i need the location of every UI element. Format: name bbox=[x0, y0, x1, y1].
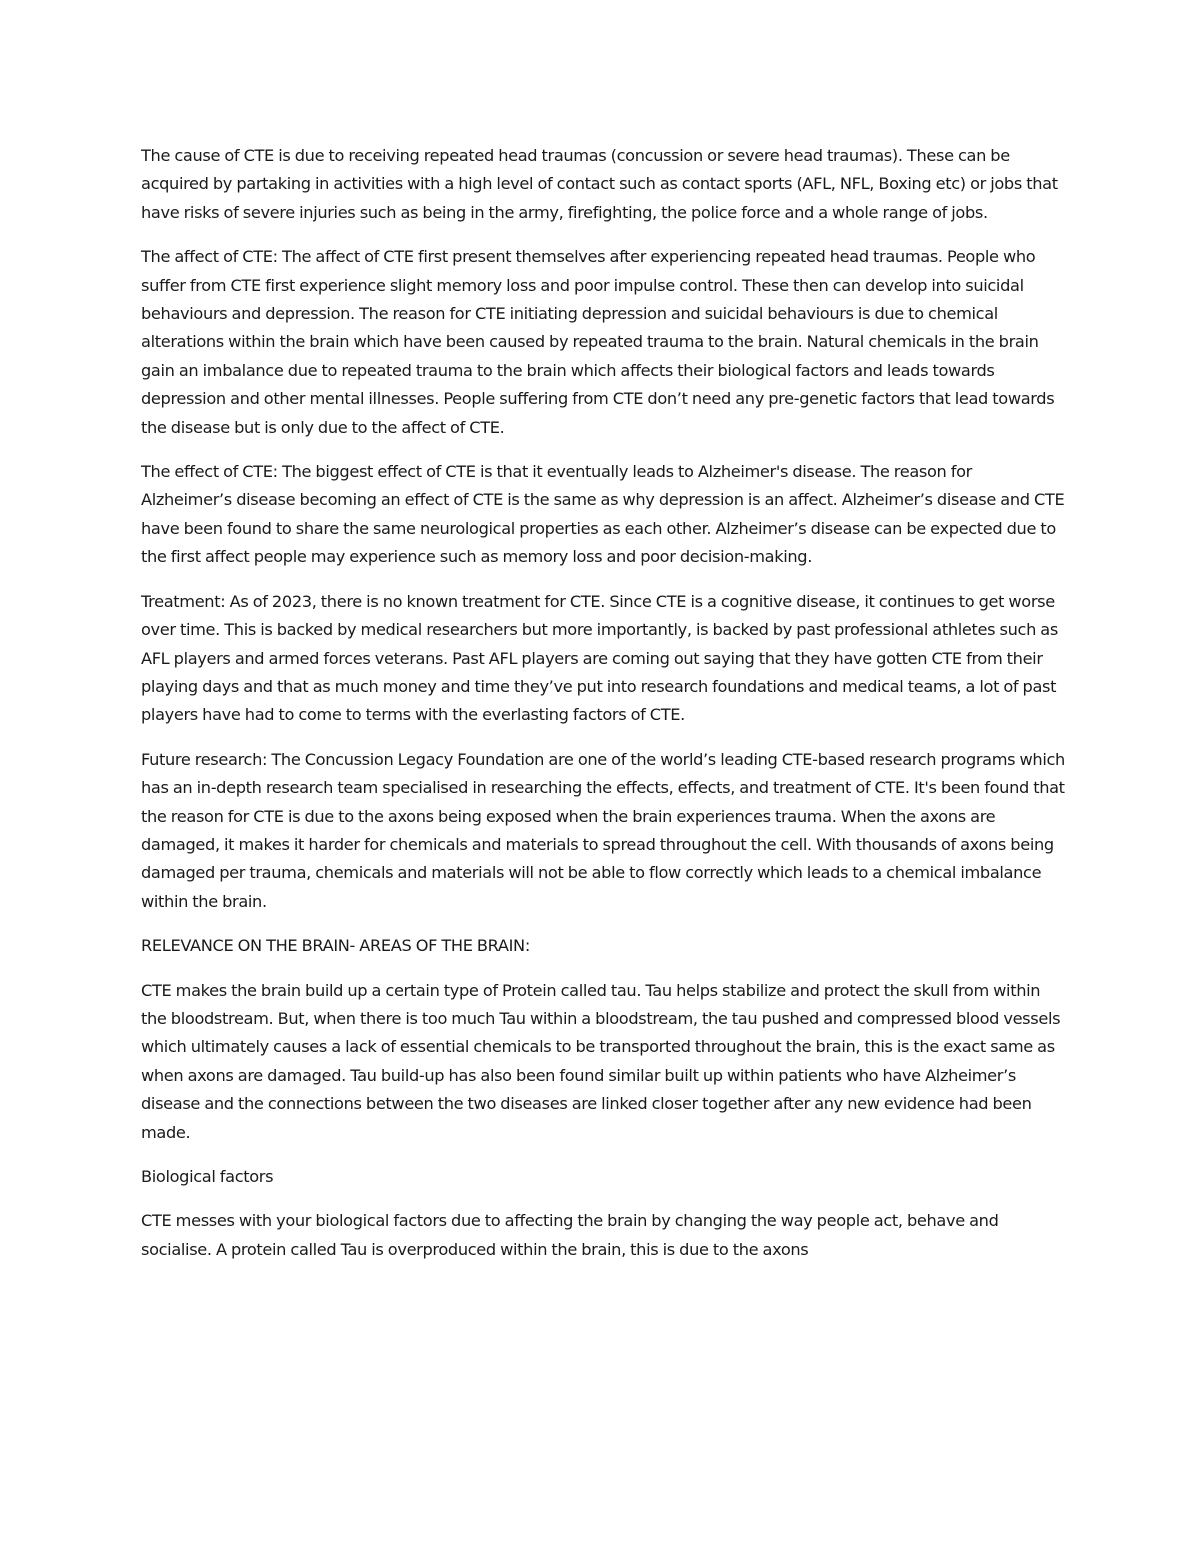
paragraph-biological-factors: CTE messes with your biological factors due to affecting the brain by changing the way people act, behave and socialise. A protein called Tau is overproduced within the brain, this is due to the axons bbox=[141, 1211, 999, 1259]
document-body bbox=[141, 142, 1066, 1280]
paragraph-effect: The effect of CTE: The biggest effect of CTE is that it eventually leads to Alzheimer's disease. The reason for Alzheimer’s disease becoming an effect of CTE is the same as why depression is an affect. Alzheimer’s disease and CTE have been found to share the same neurological properties as each other. Alzheimer’s disease can be expected due to the first affect people may experience such as memory loss and poor decision-making. bbox=[141, 462, 1065, 567]
paragraph-future-research: Future research: The Concussion Legacy Foundation are one of the world’s leading CTE-based research programs which has an in-depth research team specialised in researching the effects, effects, and treatment of CTE. It's been found that the reason for CTE is due to the axons being exposed when the brain experiences trauma. When the axons are damaged, it makes it harder for chemicals and materials to spread throughout the cell. With thousands of axons being damaged per trauma, chemicals and materials will not be able to flow correctly which leads to a chemical imbalance within the brain. bbox=[141, 749, 1065, 911]
section-heading-relevance: RELEVANCE ON THE BRAIN- AREAS OF THE BRAIN: bbox=[141, 936, 530, 956]
paragraph-tau: CTE makes the brain build up a certain type of Protein called tau. Tau helps stabilize and protect the skull from within the bloodstream. But, when there is too much Tau within a bloodstream, the tau pushed and compressed blood vessels which ultimately causes a lack of essential chemicals to be transported throughout the brain, this is the exact same as when axons are damaged. Tau build-up has also been found similar built up within patients who have Alzheimer’s disease and the connections between the two diseases are linked closer together after any new evidence had been made. bbox=[141, 980, 1061, 1142]
section-heading-biological-factors: Biological factors bbox=[141, 1167, 274, 1186]
paragraph-cause: The cause of CTE is due to receiving repeated head traumas (concussion or severe head traumas). These can be acquired by partaking in activities with a high level of contact such as contact sports (AFL, NFL, Boxing etc) or jobs that have risks of severe injuries such as being in the army, firefighting, the police force and a whole range of jobs. bbox=[141, 146, 1058, 222]
paragraph-affect: The affect of CTE: The affect of CTE first present themselves after experiencing repeated head traumas. People who suffer from CTE first experience slight memory loss and poor impulse control. These then can develop into suicidal behaviours and depression. The reason for CTE initiating depression and suicidal behaviours is due to chemical alterations within the brain which have been caused by repeated trauma to the brain. Natural chemicals in the brain gain an imbalance due to repeated trauma to the brain which affects their biological factors and leads towards depression and other mental illnesses. People suffering from CTE don’t need any pre-genetic factors that lead towards the disease but is only due to the affect of CTE. bbox=[141, 247, 1055, 437]
paragraph-treatment: Treatment: As of 2023, there is no known treatment for CTE. Since CTE is a cognitive disease, it continues to get worse over time. This is backed by medical researchers but more importantly, is backed by past professional athletes such as AFL players and armed forces veterans. Past AFL players are coming out saying that they have gotten CTE from their playing days and that as much money and time they’ve put into research foundations and medical teams, a lot of past players have had to come to terms with the everlasting factors of CTE. bbox=[141, 591, 1058, 725]
